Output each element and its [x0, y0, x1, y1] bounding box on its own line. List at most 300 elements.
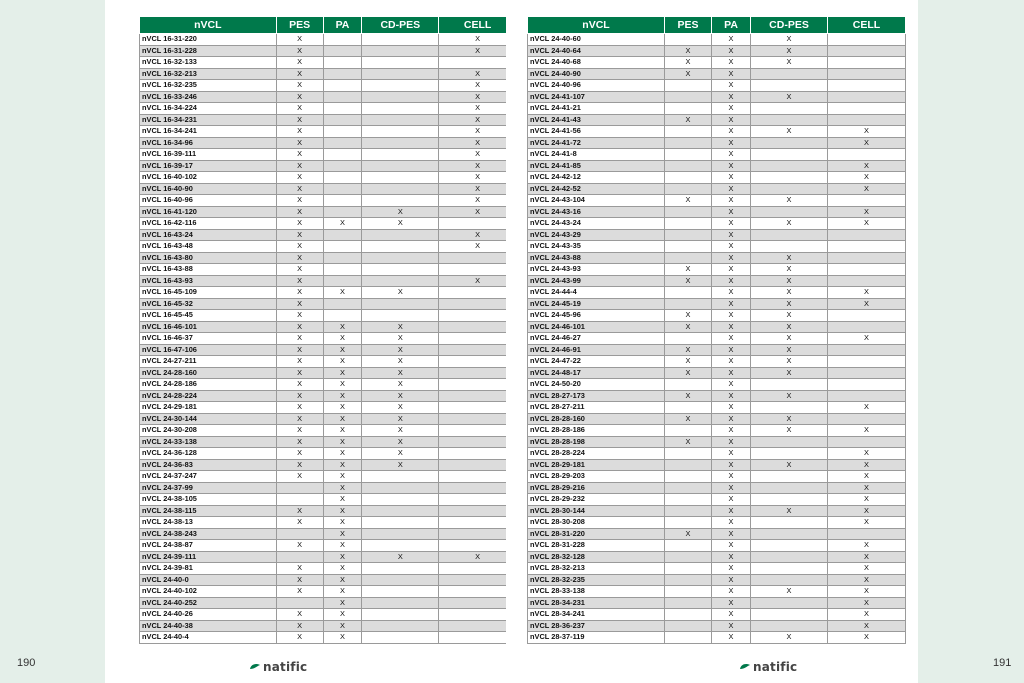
cell-cell: X: [828, 137, 906, 149]
cell-pa: X: [712, 471, 751, 483]
cell-cell: [828, 413, 906, 425]
cell-nvcl-code: nVCL 16-43-88: [140, 264, 277, 276]
cell-pes: X: [276, 609, 323, 621]
cell-pa: [323, 91, 362, 103]
cell-nvcl-code: nVCL 24-43-24: [528, 218, 665, 230]
cell-pes: [665, 80, 712, 92]
cell-cd-pes: [362, 586, 439, 598]
cell-nvcl-code: nVCL 24-30-144: [140, 413, 277, 425]
cell-pa: [323, 310, 362, 322]
cell-pes: [665, 252, 712, 264]
cell-pa: X: [323, 551, 362, 563]
cell-cd-pes: X: [751, 310, 828, 322]
cell-pa: X: [712, 413, 751, 425]
cell-pes: X: [276, 57, 323, 69]
cell-cd-pes: X: [751, 390, 828, 402]
cell-cd-pes: [362, 528, 439, 540]
cell-cell: X: [828, 609, 906, 621]
cell-nvcl-code: nVCL 24-38-105: [140, 494, 277, 506]
table-row: [140, 160, 517, 172]
table-row: [528, 91, 906, 103]
cell-nvcl-code: nVCL 16-45-32: [140, 298, 277, 310]
cell-nvcl-code: nVCL 24-38-87: [140, 540, 277, 552]
table-row: [528, 471, 906, 483]
cell-cell: X: [439, 551, 517, 563]
cell-cd-pes: [751, 609, 828, 621]
cell-pes: X: [276, 436, 323, 448]
cell-cell: [439, 287, 517, 299]
cell-cd-pes: X: [751, 91, 828, 103]
cell-cell: [439, 505, 517, 517]
cell-pa: X: [712, 517, 751, 529]
cell-cd-pes: X: [751, 298, 828, 310]
cell-cd-pes: [751, 620, 828, 632]
table-row: [140, 379, 517, 391]
cell-cell: X: [439, 183, 517, 195]
cell-cd-pes: [751, 563, 828, 575]
cell-cd-pes: [362, 172, 439, 184]
cell-pa: X: [323, 574, 362, 586]
cell-cell: [828, 34, 906, 46]
cell-cd-pes: [751, 494, 828, 506]
cell-cd-pes: X: [362, 367, 439, 379]
cell-pes: X: [276, 390, 323, 402]
cell-nvcl-code: nVCL 16-32-213: [140, 68, 277, 80]
table-row: [528, 34, 906, 46]
cell-pes: X: [276, 333, 323, 345]
table-row: [528, 379, 906, 391]
table-row: [140, 517, 517, 529]
cell-cd-pes: [362, 264, 439, 276]
cell-cell: [828, 436, 906, 448]
cell-pes: X: [665, 356, 712, 368]
cell-nvcl-code: nVCL 28-32-235: [528, 574, 665, 586]
cell-pes: X: [276, 91, 323, 103]
cell-pa: X: [323, 436, 362, 448]
cell-cell: X: [828, 517, 906, 529]
cell-cell: [828, 91, 906, 103]
cell-pes: [665, 241, 712, 253]
cell-pes: [665, 172, 712, 184]
cell-cell: X: [828, 298, 906, 310]
header-cd-pes: CD-PES: [362, 17, 439, 34]
cell-pes: [665, 229, 712, 241]
cell-pes: [665, 287, 712, 299]
cell-cell: X: [828, 402, 906, 414]
cell-cell: X: [439, 195, 517, 207]
cell-pa: X: [323, 517, 362, 529]
cell-pes: [665, 551, 712, 563]
cell-cell: [439, 540, 517, 552]
cell-cell: [828, 149, 906, 161]
table-row: [528, 425, 906, 437]
cell-nvcl-code: nVCL 24-36-83: [140, 459, 277, 471]
cell-pa: X: [712, 482, 751, 494]
cell-cd-pes: X: [751, 413, 828, 425]
cell-cd-pes: X: [751, 344, 828, 356]
cell-pes: X: [276, 540, 323, 552]
cell-pes: X: [665, 57, 712, 69]
cell-pa: X: [712, 298, 751, 310]
cell-cell: [828, 310, 906, 322]
cell-pa: X: [712, 310, 751, 322]
cell-cell: X: [828, 551, 906, 563]
cell-nvcl-code: nVCL 16-46-101: [140, 321, 277, 333]
cell-cd-pes: [362, 68, 439, 80]
cell-pes: [665, 517, 712, 529]
cell-pes: X: [276, 183, 323, 195]
cell-cell: X: [828, 620, 906, 632]
cell-cell: X: [439, 114, 517, 126]
cell-pa: X: [323, 609, 362, 621]
table-row: [140, 275, 517, 287]
cell-cell: X: [828, 632, 906, 644]
compatibility-table-left: [139, 17, 517, 644]
cell-nvcl-code: nVCL 24-40-4: [140, 632, 277, 644]
cell-cd-pes: [751, 540, 828, 552]
cell-pes: [665, 333, 712, 345]
cell-nvcl-code: nVCL 24-50-20: [528, 379, 665, 391]
cell-nvcl-code: nVCL 24-45-96: [528, 310, 665, 322]
cell-cd-pes: X: [751, 459, 828, 471]
cell-nvcl-code: nVCL 28-31-228: [528, 540, 665, 552]
cell-cell: X: [828, 206, 906, 218]
cell-cell: X: [439, 241, 517, 253]
cell-cell: [439, 482, 517, 494]
cell-cd-pes: [751, 402, 828, 414]
table-row: [140, 172, 517, 184]
cell-pes: X: [665, 367, 712, 379]
cell-cd-pes: [362, 597, 439, 609]
table-row: [140, 310, 517, 322]
table-row: [140, 137, 517, 149]
cell-cell: X: [439, 126, 517, 138]
cell-cell: X: [439, 80, 517, 92]
cell-cd-pes: [362, 149, 439, 161]
cell-pa: [323, 252, 362, 264]
cell-pes: X: [276, 218, 323, 230]
cell-cd-pes: X: [362, 333, 439, 345]
cell-nvcl-code: nVCL 16-45-109: [140, 287, 277, 299]
cell-pes: X: [276, 574, 323, 586]
cell-cell: [439, 494, 517, 506]
cell-pes: X: [276, 632, 323, 644]
cell-pa: X: [712, 126, 751, 138]
cell-pes: X: [276, 206, 323, 218]
cell-pes: [665, 574, 712, 586]
cell-pes: X: [276, 563, 323, 575]
cell-cd-pes: [751, 471, 828, 483]
cell-nvcl-code: nVCL 24-39-81: [140, 563, 277, 575]
cell-cell: X: [439, 229, 517, 241]
cell-pes: [665, 206, 712, 218]
table-row: [528, 126, 906, 138]
table-header-row: [140, 17, 517, 34]
table-row: [528, 252, 906, 264]
cell-cell: X: [828, 287, 906, 299]
cell-cell: [439, 609, 517, 621]
cell-pes: X: [276, 195, 323, 207]
cell-nvcl-code: nVCL 28-30-208: [528, 517, 665, 529]
cell-nvcl-code: nVCL 16-40-90: [140, 183, 277, 195]
cell-pa: X: [712, 103, 751, 115]
cell-pa: X: [712, 402, 751, 414]
cell-pes: [665, 126, 712, 138]
cell-nvcl-code: nVCL 24-38-115: [140, 505, 277, 517]
cell-pa: X: [712, 390, 751, 402]
cell-nvcl-code: nVCL 28-36-237: [528, 620, 665, 632]
table-row: [140, 57, 517, 69]
table-row: [140, 390, 517, 402]
cell-nvcl-code: nVCL 24-28-224: [140, 390, 277, 402]
cell-pa: X: [323, 471, 362, 483]
cell-pes: [665, 632, 712, 644]
table-row: [528, 413, 906, 425]
cell-cell: X: [828, 597, 906, 609]
cell-pes: X: [276, 126, 323, 138]
table-body-left: [140, 34, 517, 644]
cell-pa: X: [712, 586, 751, 598]
cell-nvcl-code: nVCL 24-41-8: [528, 149, 665, 161]
cell-pa: X: [712, 80, 751, 92]
cell-cell: [439, 344, 517, 356]
cell-cd-pes: [362, 137, 439, 149]
cell-cd-pes: [362, 183, 439, 195]
cell-cell: X: [828, 448, 906, 460]
table-row: [140, 586, 517, 598]
cell-pa: X: [323, 321, 362, 333]
table-row: [528, 528, 906, 540]
cell-pa: X: [712, 287, 751, 299]
cell-cd-pes: X: [362, 448, 439, 460]
cell-pa: X: [712, 367, 751, 379]
cell-pa: X: [712, 597, 751, 609]
cell-nvcl-code: nVCL 28-29-203: [528, 471, 665, 483]
cell-nvcl-code: nVCL 16-31-220: [140, 34, 277, 46]
cell-cell: [439, 390, 517, 402]
cell-pa: [323, 206, 362, 218]
cell-cd-pes: [362, 298, 439, 310]
table-row: [140, 551, 517, 563]
cell-pes: X: [276, 229, 323, 241]
cell-pes: [665, 494, 712, 506]
table-row: [528, 390, 906, 402]
cell-pes: [665, 91, 712, 103]
cell-cell: [828, 356, 906, 368]
cell-nvcl-code: nVCL 24-40-102: [140, 586, 277, 598]
cell-nvcl-code: nVCL 24-41-56: [528, 126, 665, 138]
cell-cd-pes: X: [751, 195, 828, 207]
cell-nvcl-code: nVCL 16-34-241: [140, 126, 277, 138]
cell-pa: X: [712, 252, 751, 264]
cell-cell: X: [439, 206, 517, 218]
cell-cd-pes: [362, 275, 439, 287]
cell-nvcl-code: nVCL 16-34-231: [140, 114, 277, 126]
table-row: [528, 310, 906, 322]
cell-pes: X: [276, 344, 323, 356]
table-row: [528, 241, 906, 253]
cell-pes: [665, 459, 712, 471]
cell-cell: [439, 436, 517, 448]
cell-pa: X: [712, 195, 751, 207]
cell-cd-pes: X: [362, 436, 439, 448]
cell-cell: [828, 229, 906, 241]
cell-cd-pes: X: [751, 45, 828, 57]
cell-pes: X: [276, 505, 323, 517]
cell-cell: X: [828, 586, 906, 598]
cell-cell: X: [828, 494, 906, 506]
cell-nvcl-code: nVCL 16-43-80: [140, 252, 277, 264]
cell-cd-pes: [751, 229, 828, 241]
cell-cd-pes: X: [362, 402, 439, 414]
cell-pes: [276, 482, 323, 494]
cell-cell: X: [439, 103, 517, 115]
cell-nvcl-code: nVCL 24-43-93: [528, 264, 665, 276]
cell-pes: X: [665, 45, 712, 57]
cell-pa: [323, 80, 362, 92]
cell-nvcl-code: nVCL 16-32-235: [140, 80, 277, 92]
table-row: [528, 287, 906, 299]
cell-pes: [665, 597, 712, 609]
cell-nvcl-code: nVCL 16-34-96: [140, 137, 277, 149]
cell-nvcl-code: nVCL 28-27-211: [528, 402, 665, 414]
cell-pa: X: [712, 448, 751, 460]
cell-cd-pes: [751, 379, 828, 391]
cell-pa: [323, 45, 362, 57]
cell-cell: [439, 321, 517, 333]
cell-pa: X: [323, 287, 362, 299]
cell-pes: X: [276, 310, 323, 322]
cell-cd-pes: X: [751, 321, 828, 333]
cell-cell: [439, 402, 517, 414]
cell-cell: [828, 275, 906, 287]
cell-cd-pes: [362, 517, 439, 529]
cell-cell: [439, 563, 517, 575]
cell-cell: X: [828, 471, 906, 483]
cell-pa: X: [323, 367, 362, 379]
cell-cd-pes: [362, 103, 439, 115]
table-row: [140, 436, 517, 448]
cell-pes: X: [276, 367, 323, 379]
cell-nvcl-code: nVCL 24-37-247: [140, 471, 277, 483]
cell-cell: X: [828, 218, 906, 230]
cell-pa: X: [712, 321, 751, 333]
cell-cd-pes: X: [362, 356, 439, 368]
cell-pes: X: [276, 459, 323, 471]
cell-nvcl-code: nVCL 24-40-60: [528, 34, 665, 46]
table-row: [528, 172, 906, 184]
cell-pa: X: [323, 425, 362, 437]
cell-nvcl-code: nVCL 28-34-231: [528, 597, 665, 609]
header-pes: PES: [276, 17, 323, 34]
cell-cell: X: [439, 91, 517, 103]
cell-cd-pes: [751, 183, 828, 195]
cell-nvcl-code: nVCL 24-40-0: [140, 574, 277, 586]
cell-cd-pes: X: [751, 632, 828, 644]
cell-pa: X: [323, 586, 362, 598]
cell-pa: X: [712, 91, 751, 103]
cell-cd-pes: [362, 252, 439, 264]
cell-nvcl-code: nVCL 16-43-93: [140, 275, 277, 287]
cell-pes: [276, 597, 323, 609]
cell-nvcl-code: nVCL 24-40-96: [528, 80, 665, 92]
cell-pa: X: [712, 356, 751, 368]
cell-pa: X: [712, 114, 751, 126]
header-pa: PA: [323, 17, 362, 34]
cell-pes: [665, 471, 712, 483]
cell-cd-pes: X: [751, 586, 828, 598]
table-row: [140, 264, 517, 276]
table-row: [528, 436, 906, 448]
cell-pes: X: [665, 390, 712, 402]
table-row: [140, 126, 517, 138]
cell-cell: X: [439, 68, 517, 80]
cell-cell: [439, 379, 517, 391]
cell-cd-pes: [362, 482, 439, 494]
cell-nvcl-code: nVCL 24-40-90: [528, 68, 665, 80]
cell-pa: X: [712, 172, 751, 184]
cell-nvcl-code: nVCL 16-43-24: [140, 229, 277, 241]
table-row: [140, 80, 517, 92]
table-row: [528, 620, 906, 632]
cell-cell: [439, 528, 517, 540]
cell-pes: [276, 551, 323, 563]
cell-cd-pes: X: [362, 218, 439, 230]
cell-pes: [276, 494, 323, 506]
cell-cell: X: [828, 482, 906, 494]
table-row: [528, 195, 906, 207]
cell-nvcl-code: nVCL 24-38-243: [140, 528, 277, 540]
cell-pes: [665, 149, 712, 161]
table-row: [528, 57, 906, 69]
cell-pa: [323, 298, 362, 310]
cell-nvcl-code: nVCL 24-39-111: [140, 551, 277, 563]
cell-cd-pes: [362, 114, 439, 126]
cell-pa: X: [323, 459, 362, 471]
cell-pes: [276, 528, 323, 540]
cell-pa: X: [323, 494, 362, 506]
cell-pes: X: [665, 275, 712, 287]
cell-nvcl-code: nVCL 28-30-144: [528, 505, 665, 517]
cell-cd-pes: [362, 471, 439, 483]
cell-cell: [439, 425, 517, 437]
table-row: [140, 45, 517, 57]
cell-nvcl-code: nVCL 24-41-21: [528, 103, 665, 115]
cell-cd-pes: X: [362, 321, 439, 333]
table-row: [140, 459, 517, 471]
cell-pa: [323, 149, 362, 161]
leaf-logo-icon: [249, 663, 261, 671]
cell-pa: [323, 160, 362, 172]
cell-cd-pes: X: [751, 367, 828, 379]
cell-cd-pes: [362, 195, 439, 207]
cell-nvcl-code: nVCL 24-46-27: [528, 333, 665, 345]
table-row: [140, 540, 517, 552]
table-row: [140, 402, 517, 414]
table-row: [140, 241, 517, 253]
cell-pes: X: [276, 321, 323, 333]
cell-cell: [828, 68, 906, 80]
cell-cd-pes: X: [751, 34, 828, 46]
cell-cd-pes: [362, 620, 439, 632]
table-row: [528, 229, 906, 241]
cell-pa: [323, 195, 362, 207]
cell-cell: X: [439, 149, 517, 161]
table-row: [140, 149, 517, 161]
cell-pes: X: [665, 114, 712, 126]
cell-nvcl-code: nVCL 24-29-181: [140, 402, 277, 414]
cell-pa: X: [712, 45, 751, 57]
